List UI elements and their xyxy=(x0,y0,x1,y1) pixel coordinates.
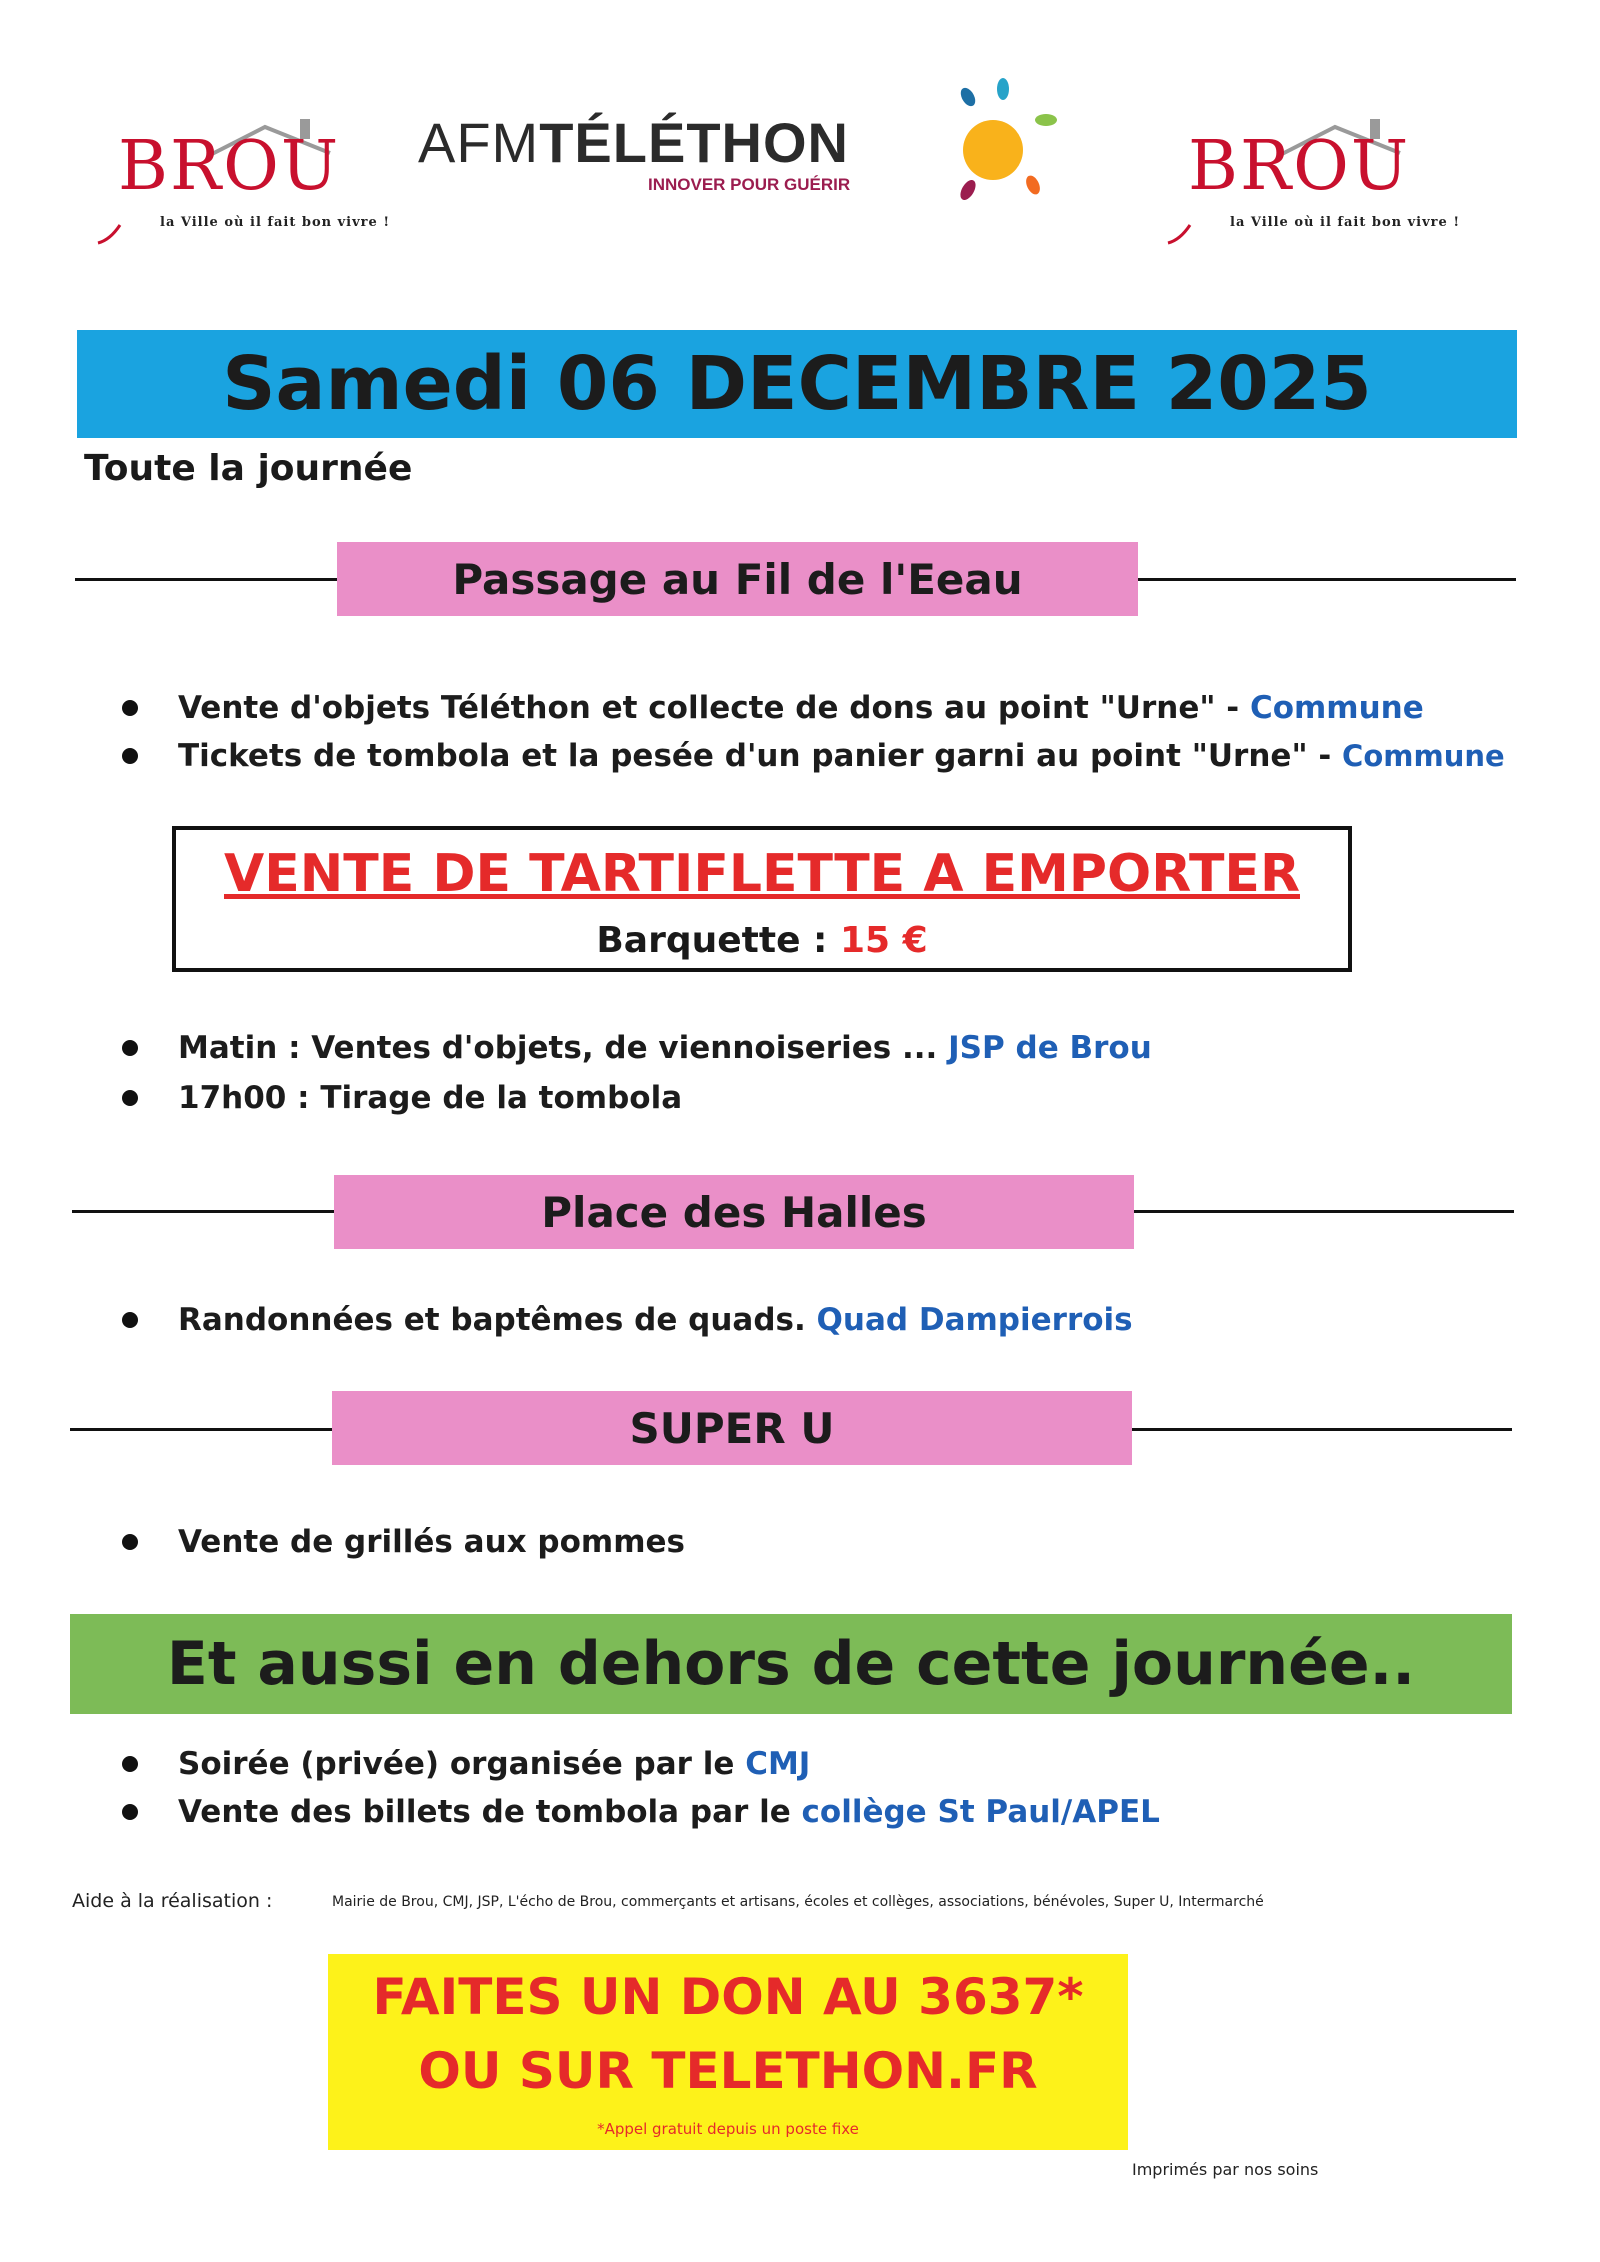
brou-tagline: la Ville où il fait bon vivre ! xyxy=(160,215,391,230)
aide-label: Aide à la réalisation : xyxy=(72,1890,273,1912)
divider-line xyxy=(1132,1428,1512,1431)
brou-logo-right xyxy=(1160,115,1460,245)
tartiflette-box xyxy=(172,826,1352,972)
list-item: Vente de grillés aux pommes xyxy=(122,1524,685,1560)
tartiflette-title: VENTE DE TARTIFLETTE A EMPORTER xyxy=(224,844,1300,904)
bullet-icon xyxy=(122,748,138,764)
brou-tagline: la Ville où il fait bon vivre ! xyxy=(1230,215,1461,230)
brou-logo-left xyxy=(90,115,390,245)
organizer-name: JSP de Brou xyxy=(948,1030,1152,1066)
divider-line xyxy=(75,578,337,581)
bullet-icon xyxy=(122,1090,138,1106)
brou-wordmark: BROU xyxy=(1188,127,1411,206)
donation-note: *Appel gratuit depuis un poste fixe xyxy=(597,2120,859,2138)
section-header-fil-eau: Passage au Fil de l'Eeau xyxy=(337,542,1138,616)
donation-line-2: OU SUR TELETHON.FR xyxy=(418,2042,1038,2100)
organizer-name: Commune xyxy=(1249,690,1424,726)
donation-box xyxy=(328,1954,1128,2150)
date-text: Samedi 06 DECEMBRE 2025 xyxy=(222,341,1372,427)
bullet-icon xyxy=(122,700,138,716)
brou-wordmark: BROU xyxy=(118,127,341,206)
divider-line xyxy=(72,1210,334,1213)
sun-logo-icon xyxy=(938,75,1068,215)
divider-line xyxy=(70,1428,332,1431)
bullet-icon xyxy=(122,1804,138,1820)
list-item: Vente des billets de tombola par le collège St Paul/APEL xyxy=(122,1794,1160,1830)
organizer-name: collège St Paul/APEL xyxy=(801,1794,1160,1830)
organizer-name: CMJ xyxy=(745,1746,811,1782)
date-banner xyxy=(77,330,1517,438)
printed-by: Imprimés par nos soins xyxy=(1132,2160,1319,2179)
afm-wordmark: AFMTÉLÉTHON xyxy=(418,111,849,174)
organizer-name: Quad Dampierrois xyxy=(816,1302,1133,1338)
all-day-label: Toute la journée xyxy=(84,448,413,489)
also-banner-text: Et aussi en dehors de cette journée.. xyxy=(166,1629,1416,1699)
section-header-halles: Place des Halles xyxy=(334,1175,1134,1249)
list-item: Tickets de tombola et la pesée d'un panier garni au point "Urne" - Commune xyxy=(122,738,1505,774)
list-item: 17h00 : Tirage de la tombola xyxy=(122,1080,682,1116)
divider-line xyxy=(1138,578,1516,581)
bullet-icon xyxy=(122,1040,138,1056)
list-item: Matin : Ventes d'objets, de viennoiseries ... JSP de Brou xyxy=(122,1030,1152,1066)
donation-line-1: FAITES UN DON AU 3637* xyxy=(372,1968,1084,2026)
afm-tagline: INNOVER POUR GUÉRIR xyxy=(648,175,851,194)
list-item: Soirée (privée) organisée par le CMJ xyxy=(122,1746,810,1782)
also-banner xyxy=(70,1614,1512,1714)
aide-text: Mairie de Brou, CMJ, JSP, L'écho de Brou, commerçants et artisans, écoles et collèges, associations, bénévoles, Super U, Intermarché xyxy=(332,1894,1264,1910)
list-item: Vente d'objets Téléthon et collecte de dons au point "Urne" - Commune xyxy=(122,690,1424,726)
organizer-name: Commune xyxy=(1342,739,1505,773)
bullet-icon xyxy=(122,1756,138,1772)
list-item: Randonnées et baptêmes de quads. Quad Dampierrois xyxy=(122,1302,1133,1338)
section-header-super-u: SUPER U xyxy=(332,1391,1132,1465)
bullet-icon xyxy=(122,1534,138,1550)
tartiflette-price: Barquette : 15 € xyxy=(596,920,928,961)
divider-line xyxy=(1134,1210,1514,1213)
afm-telethon-logo xyxy=(418,95,1068,215)
bullet-icon xyxy=(122,1312,138,1328)
